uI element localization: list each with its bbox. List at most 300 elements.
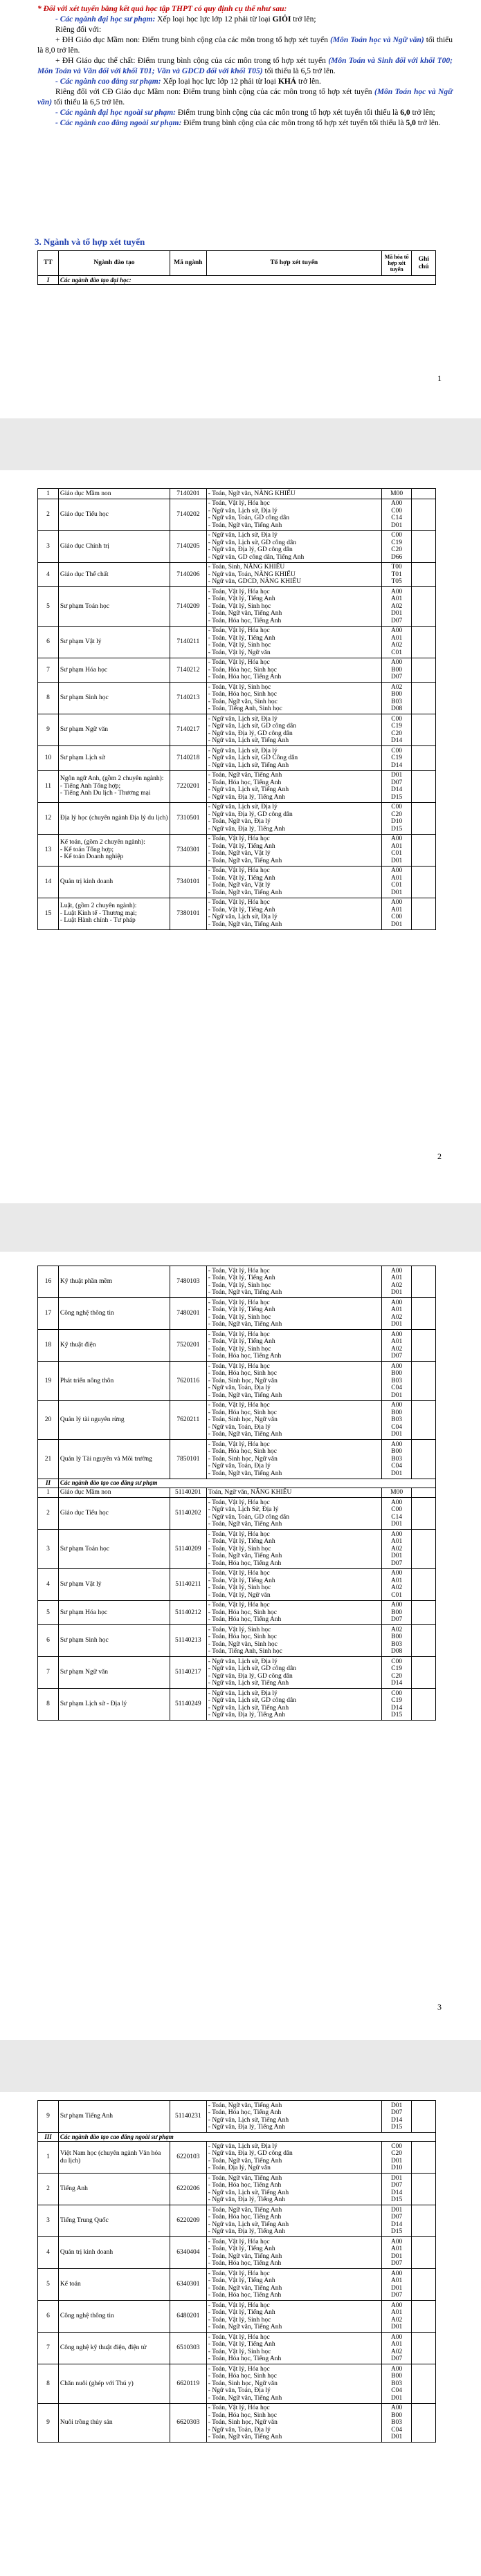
major-name: Công nghệ thông tin [58,2301,170,2333]
note-text: + ĐH Giáo dục Mầm non: Điểm trung bình cộng của các môn trong tổ hợp xét tuyển [55,36,331,44]
major-code: 51140231 [170,2101,206,2133]
major-name: Công nghệ thông tin [58,1298,170,1330]
table-row [38,1488,436,1498]
note-paragraph [37,108,453,118]
major-name: Giáo dục Tiểu học [58,499,170,530]
subject-combination: - Toán, Vật lý, Hóa học - Toán, Hóa học, Sinh học - Toán, Hóa học, Tiếng Anh [206,658,381,683]
row-number: 5 [38,587,59,627]
combination-code: A00 B00 D07 [381,658,412,683]
major-code: 7850101 [170,1440,206,1479]
note-cell [412,2174,436,2205]
note-paragraph [37,15,453,25]
subject-combination: - Toán, Ngữ văn, Tiếng Anh - Toán, Hóa học, Tiếng Anh - Ngữ văn, Lịch sử, Tiếng Anh - Ngữ văn, Địa lý, Tiếng Anh [206,770,381,802]
note-paragraph [37,77,453,87]
note-text: + ĐH Giáo dục thể chất: Điểm trung bình cộng của các môn trong tổ hợp xét tuyển [55,57,329,65]
major-name: Quản trị kinh doanh [58,866,170,898]
table-row [38,2174,436,2205]
subject-combination: - Ngữ văn, Lịch sử, Địa lý - Ngữ văn, Địa lý, GD công dân - Toán, Ngữ văn, Tiếng Anh - Toán, Địa lý, Ngữ văn [206,2142,381,2174]
table-row [38,770,436,802]
note-cell [412,2101,436,2133]
table-row [38,1600,436,1625]
combination-code: A00 B00 B03 C04 D01 [381,1400,412,1440]
group-number: I [38,276,59,285]
combination-code: A00 B00 D07 [381,1600,412,1625]
note-lead: - Các ngành đại học sư phạm: [55,15,156,24]
note-tail: trở lên. [415,119,441,127]
subject-combination: - Ngữ văn, Lịch sử, Địa lý - Ngữ văn, Lịch sử, GD công dân - Ngữ văn, Địa lý, GD công dân - Ngữ văn, Lịch sử, Tiếng Anh [206,1657,381,1689]
table-row [38,2333,436,2364]
major-code: 7140217 [170,714,206,746]
note-cell [412,2269,436,2301]
major-name: Tiếng Trung Quốc [58,2205,170,2237]
combination-code: A00 A01 A02 C01 [381,626,412,658]
note-cell [412,587,436,627]
note-text: Xếp loại học lực lớp 12 phải từ loại [161,77,278,86]
major-code: 6620303 [170,2403,206,2443]
note-cell [412,1440,436,1479]
row-number: 13 [38,834,59,866]
table-row [38,1440,436,1479]
major-name: Nuôi trồng thủy sản [58,2403,170,2443]
row-number: 8 [38,1689,59,1721]
subject-combination: - Toán, Vật lý, Hóa học - Ngữ văn, Lịch Sử, Địa lý - Ngữ văn, Toán, GD công dân - Toán, Ngữ văn, Tiếng Anh [206,1498,381,1530]
major-name: Sư phạm Lịch sử [58,746,170,771]
table-row [38,2142,436,2174]
note-cell [412,1568,436,1600]
row-number: 14 [38,866,59,898]
major-code: 51140211 [170,1568,206,1600]
table-row [38,834,436,866]
note-lead: - Các ngành cao đẳng sư phạm: [55,77,161,86]
combination-code: D01 D07 D14 D15 [381,2101,412,2133]
subject-combination: - Toán, Vật lý, Hóa học - Toán, Hóa học, Sinh học - Toán, Sinh học, Ngữ văn - Ngữ văn, Toán, Địa lý - Toán, Ngữ văn, Tiếng Anh [206,1440,381,1479]
col-to-hop: Tổ hợp xét tuyển [206,251,381,276]
note-paragraph [37,87,453,108]
note-cell [412,2237,436,2269]
major-code: 7620211 [170,1400,206,1440]
note-cell [412,1400,436,1440]
page-number: 1 [437,373,442,383]
row-number: 3 [38,2205,59,2237]
combination-code: A00 A01 A02 D01 D07 [381,1530,412,1569]
page-gap [0,2040,481,2092]
row-number: 4 [38,2237,59,2269]
table-row [38,626,436,658]
table-row [38,489,436,499]
subject-combination: - Ngữ văn, Lịch sử, Địa lý - Ngữ văn, Lịch sử, GD Công dân - Ngữ văn, Lịch sử, Tiếng Anh [206,746,381,771]
subject-combination: - Ngữ văn, Lịch sử, Địa lý - Ngữ văn, Lịch sử, GD công dân - Ngữ văn, Địa lý, GD công dân - Ngữ văn, GD công dân, Tiếng Anh [206,530,381,562]
table-row [38,2237,436,2269]
subject-combination: - Toán, Vật lý, Hóa học - Toán, Hóa học, Sinh học - Toán, Sinh học, Ngữ văn - Ngữ văn, Toán, Địa lý - Toán, Ngữ văn, Tiếng Anh [206,2403,381,2443]
major-code: 51140209 [170,1530,206,1569]
page-number: 2 [437,1151,442,1161]
major-name: Luật, (gồm 2 chuyên ngành): - Luật Kinh tế - Thương mại; - Luật Hành chính - Tư pháp [58,898,170,929]
note-cell [412,1657,436,1689]
note-cell [412,1266,436,1298]
combination-code: D01 D07 D14 D15 [381,2205,412,2237]
combination-code: C00 C20 D10 D15 [381,802,412,834]
note-cell [412,1362,436,1401]
table-row [38,562,436,587]
major-code: 6220209 [170,2205,206,2237]
subject-combination: - Toán, Vật lý, Hóa học - Ngữ văn, Lịch sử, Địa lý - Ngữ văn, Toán, GD công dân - Toán, Ngữ văn, Tiếng Anh [206,499,381,530]
note-lead: - Các ngành đại học ngoài sư phạm: [55,109,176,117]
subject-combination: - Toán, Vật lý, Hóa học - Toán, Vật lý, Tiếng Anh - Toán, Vật lý, Sinh học - Toán, Vật lý, Ngữ văn [206,1568,381,1600]
note-emphasis: 5,0 [406,119,416,127]
majors-table-header [37,250,436,285]
note-cell [412,530,436,562]
combination-code: D01 D07 D14 D15 [381,770,412,802]
note-tail: trở lên; [291,15,316,24]
major-code: 51140217 [170,1657,206,1689]
col-ma-hoa: Mã hóa tổ hợp xét tuyển [381,251,412,276]
table-row [38,898,436,929]
major-code: 7140201 [170,489,206,499]
row-number: 3 [38,530,59,562]
note-cell [412,746,436,771]
note-cell [412,2403,436,2443]
combination-code: A00 B00 B03 C04 D01 [381,1362,412,1401]
row-number: 8 [38,2364,59,2404]
subject-combination: - Toán, Vật lý, Hóa học - Toán, Vật lý, Tiếng Anh - Toán, Vật lý, Sinh học - Toán, Ngữ văn, Tiếng Anh [206,1266,381,1298]
combination-code: A00 A01 D01 D07 [381,2269,412,2301]
subject-combination: - Toán, Vật lý, Hóa học - Toán, Vật lý, Tiếng Anh - Toán, Vật lý, Sinh học - Toán, Ngữ văn, Tiếng Anh [206,2301,381,2333]
note-emphasis: GIỎI [272,15,291,24]
row-number: 20 [38,1400,59,1440]
major-code: 7140205 [170,530,206,562]
table-row [38,683,436,714]
subject-combination: - Toán, Vật lý, Hóa học - Toán, Hóa học, Sinh học - Toán, Hóa học, Tiếng Anh [206,1600,381,1625]
subject-combination: Toán, Ngữ văn, NĂNG KHIẾU [206,1488,381,1498]
major-name: Kế toán, (gồm 2 chuyên ngành): - Kế toán Tổng hợp; - Kế toán Doanh nghiệp [58,834,170,866]
table-row [38,1298,436,1330]
note-tail: trở lên; [410,109,435,117]
group-row [38,2133,436,2142]
note-cell [412,1298,436,1330]
row-number: 12 [38,802,59,834]
major-code: 7140202 [170,499,206,530]
row-number: 11 [38,770,59,802]
group-title: Các ngành đào tạo cao đẳng ngoài sư phạm [58,2133,435,2142]
major-name: Sư phạm Ngữ văn [58,714,170,746]
row-number: 5 [38,2269,59,2301]
subject-combination: - Toán, Vật lý, Hóa học - Toán, Hóa học, Sinh học - Toán, Sinh học, Ngữ văn - Ngữ văn, Toán, Địa lý - Toán, Ngữ văn, Tiếng Anh [206,1400,381,1440]
majors-table-p3 [37,1266,436,1721]
note-cell [412,1488,436,1498]
note-text: Riêng đối với: [55,26,102,34]
combination-code: D01 D07 D14 D15 [381,2174,412,2205]
subject-combination: - Toán, Vật lý, Hóa học - Toán, Hóa học, Sinh học - Toán, Sinh học, Ngữ văn - Ngữ văn, Toán, Địa lý - Toán, Ngữ văn, Tiếng Anh [206,1362,381,1401]
note-emphasis: (Môn Toán học và Ngữ văn) [37,88,453,106]
table-row [38,530,436,562]
combination-code: A00 A01 A02 C01 [381,1568,412,1600]
note-cell [412,802,436,834]
subject-combination: - Ngữ văn, Lịch sử, Địa lý - Ngữ văn, Lịch sử, GD công dân - Ngữ văn, Địa lý, GD công dân - Ngữ văn, Lịch sử, Tiếng Anh [206,714,381,746]
combination-code: C00 C19 D14 D15 [381,1689,412,1721]
table-row [38,1330,436,1362]
subject-combination: - Toán, Vật lý, Hóa học - Toán, Vật lý, Tiếng Anh - Toán, Ngữ văn, Tiếng Anh - Toán, Hóa học, Tiếng Anh [206,2237,381,2269]
combination-code: A00 A01 A02 D07 [381,2333,412,2364]
subject-combination: - Toán, Vật lý, Hóa học - Toán, Vật lý, Tiếng Anh - Toán, Vật lý, Sinh học - Toán, Hóa học, Tiếng Anh [206,2333,381,2364]
table-row [38,1530,436,1569]
major-code: 51140213 [170,1625,206,1657]
major-name: Sư phạm Sinh học [58,683,170,714]
major-name: Quản trị kinh doanh [58,2237,170,2269]
major-code: 6510303 [170,2333,206,2364]
major-code: 51140201 [170,1488,206,1498]
table-row [38,1625,436,1657]
combination-code: A02 B00 B03 D08 [381,1625,412,1657]
note-emphasis: 6,0 [400,109,410,117]
combination-code: A00 B00 B03 C04 D01 [381,2364,412,2404]
subject-combination: - Toán, Vật lý, Hóa học - Toán, Vật lý, Tiếng Anh - Toán, Ngữ văn, Tiếng Anh - Toán, Hóa học, Tiếng Anh [206,2269,381,2301]
row-number: 7 [38,658,59,683]
combination-code: C00 C20 D01 D10 [381,2142,412,2174]
subject-combination: - Toán, Ngữ văn, Tiếng Anh - Toán, Hóa học, Tiếng Anh - Ngữ văn, Lịch sử, Tiếng Anh - Ngữ văn, Địa lý, Tiếng Anh [206,2205,381,2237]
note-cell [412,683,436,714]
major-name: Địa lý học (chuyên ngành Địa lý du lịch) [58,802,170,834]
row-number: 4 [38,562,59,587]
note-text: Riêng đối với CĐ Giáo dục Mầm non: Điểm trung bình cộng của các môn trong tổ hợp xét tuyển [55,88,374,96]
major-code: 51140202 [170,1498,206,1530]
combination-code: A00 A01 C01 D01 [381,834,412,866]
table-row [38,1266,436,1298]
note-cell [412,866,436,898]
major-name: Sư phạm Hóa học [58,1600,170,1625]
row-number: 9 [38,2101,59,2133]
subject-combination: - Toán, Ngữ văn, NĂNG KHIẾU [206,489,381,499]
table-row [38,2301,436,2333]
document-page-1 [0,0,481,418]
major-code: 7620116 [170,1362,206,1401]
combination-code: A00 A01 A02 D01 [381,1266,412,1298]
major-code: 7140218 [170,746,206,771]
note-cell [412,2333,436,2364]
major-code: 7140212 [170,658,206,683]
note-cell [412,770,436,802]
major-name: Giáo dục Mầm non [58,1488,170,1498]
row-number: 1 [38,2142,59,2174]
note-cell [412,834,436,866]
subject-combination: - Toán, Vật lý, Sinh học - Toán, Hóa học, Sinh học - Toán, Ngữ văn, Sinh học - Toán, Tiếng Anh, Sinh học [206,1625,381,1657]
combination-code: C00 C19 C20 D66 [381,530,412,562]
note-cell [412,714,436,746]
major-name: Sư phạm Lịch sử - Địa lý [58,1689,170,1721]
note-cell [412,1689,436,1721]
row-number: 18 [38,1330,59,1362]
major-code: 6340301 [170,2269,206,2301]
note-cell [412,1498,436,1530]
row-number: 17 [38,1298,59,1330]
group-title: Các ngành đào tạo đại học: [58,276,435,285]
page-gap [0,418,481,470]
col-ghi-chu: Ghi chú [412,251,436,276]
major-name: Giáo dục Mầm non [58,489,170,499]
major-name: Giáo dục Chính trị [58,530,170,562]
subject-combination: - Ngữ văn, Lịch sử, Địa lý - Ngữ văn, Địa lý, GD công dân - Toán, Ngữ văn, Địa lý - Ngữ văn, Địa lý, Tiếng Anh [206,802,381,834]
row-number: 9 [38,2403,59,2443]
major-code: 51140249 [170,1689,206,1721]
major-name: Sư phạm Vật lý [58,626,170,658]
row-number: 7 [38,1657,59,1689]
major-name: Ngôn ngữ Anh, (gồm 2 chuyên ngành): - Tiếng Anh Tổng hợp; - Tiếng Anh Du lịch - Thương mại [58,770,170,802]
subject-combination: - Toán, Vật lý, Hóa học - Toán, Vật lý, Tiếng Anh - Toán, Vật lý, Sinh học - Toán, Ngữ văn, Tiếng Anh - Toán, Hóa học, Tiếng Anh [206,587,381,627]
note-emphasis: (Môn Toán học và Ngữ văn) [330,36,424,44]
row-number: 15 [38,898,59,929]
row-number: 6 [38,1625,59,1657]
row-number: 19 [38,1362,59,1401]
table-row [38,714,436,746]
note-cell [412,2364,436,2404]
major-name: Quản lý Tài nguyên và Môi trường [58,1440,170,1479]
subject-combination: - Toán, Vật lý, Hóa học - Toán, Vật lý, Tiếng Anh - Toán, Vật lý, Sinh học - Toán, Ngữ văn, Tiếng Anh - Toán, Hóa học, Tiếng Anh [206,1530,381,1569]
subject-combination: - Toán, Ngữ văn, Tiếng Anh - Toán, Hóa học, Tiếng Anh - Ngữ văn, Lịch sử, Tiếng Anh - Ngữ văn, Địa lý, Tiếng Anh [206,2174,381,2205]
table-row [38,499,436,530]
note-cell [412,1625,436,1657]
row-number: 6 [38,2301,59,2333]
major-name: Sư phạm Toán học [58,587,170,627]
combination-code: A00 A01 C01 D01 [381,866,412,898]
note-text: Xếp loại học lực lớp 12 phải từ loại [155,15,273,24]
combination-code: M00 [381,1488,412,1498]
row-number: 16 [38,1266,59,1298]
row-number: 7 [38,2333,59,2364]
table-row [38,866,436,898]
row-number: 9 [38,714,59,746]
note-cell [412,898,436,929]
note-paragraph [37,56,453,77]
page-number: 3 [437,2002,442,2012]
table-row [38,1657,436,1689]
note-cell [412,626,436,658]
combination-code: C00 C19 C20 D14 [381,714,412,746]
note-cell [412,2301,436,2333]
note-tail: trở lên. [296,77,321,86]
major-code: 51140212 [170,1600,206,1625]
document-page-4 [0,2092,481,2576]
major-name: Sư phạm Vật lý [58,1568,170,1600]
note-cell [412,499,436,530]
table-row [38,802,436,834]
major-code: 7480103 [170,1266,206,1298]
note-cell [412,658,436,683]
table-row [38,2403,436,2443]
majors-table-p4 [37,2100,436,2443]
subject-combination: - Toán, Vật lý, Hóa học - Toán, Vật lý, Tiếng Anh - Toán, Vật lý, Sinh học - Toán, Vật lý, Ngữ văn [206,626,381,658]
major-name: Tiếng Anh [58,2174,170,2205]
major-name: Sư phạm Toán học [58,1530,170,1569]
major-code: 7340301 [170,834,206,866]
major-code: 7480201 [170,1298,206,1330]
table-row [38,1568,436,1600]
note-paragraph [37,35,453,56]
subject-combination: - Toán, Vật lý, Hóa học - Toán, Vật lý, Tiếng Anh - Ngữ văn, Lịch sử, Địa lý - Toán, Ngữ văn, Tiếng Anh [206,898,381,929]
group-number: III [38,2133,59,2142]
subject-combination: - Toán, Vật lý, Hóa học - Toán, Vật lý, Tiếng Anh - Toán, Ngữ văn, Vật lý - Toán, Ngữ văn, Tiếng Anh [206,834,381,866]
row-number: 1 [38,1488,59,1498]
notes-heading: * Đối với xét tuyển bằng kết quả học tập THPT có quy định cụ thể như sau: [37,5,287,13]
note-cell [412,1530,436,1569]
major-name: Sư phạm Hóa học [58,658,170,683]
table-row [38,658,436,683]
major-code: 7140211 [170,626,206,658]
combination-code: A00 B00 B03 C04 D01 [381,1440,412,1479]
table-row [38,2205,436,2237]
major-name: Kỹ thuật phần mềm [58,1266,170,1298]
major-code: 7520201 [170,1330,206,1362]
row-number: 3 [38,1530,59,1569]
major-name: Việt Nam học (chuyên ngành Văn hóa du lịch) [58,2142,170,2174]
subject-combination: - Ngữ văn, Lịch sử, Địa lý - Ngữ văn, Lịch sử, GD công dân - Ngữ văn, Lịch sử, Tiếng Anh - Ngữ văn, Địa lý, Tiếng Anh [206,1689,381,1721]
major-name: Giáo dục Thể chất [58,562,170,587]
combination-code: A00 A01 A02 D01 [381,2301,412,2333]
col-ma-nganh: Mã ngành [170,251,206,276]
row-number: 21 [38,1440,59,1479]
major-name: Sư phạm Tiếng Anh [58,2101,170,2133]
row-number: 1 [38,489,59,499]
note-text: Điểm trung bình cộng của các môn trong tổ hợp xét tuyển tối thiểu là [181,119,406,127]
major-code: 6620119 [170,2364,206,2404]
subject-combination: - Toán, Ngữ văn, Tiếng Anh - Toán, Hóa học, Tiếng Anh - Ngữ văn, Lịch sử, Tiếng Anh - Ngữ văn, Địa lý, Tiếng Anh [206,2101,381,2133]
row-number: 2 [38,2174,59,2205]
note-cell [412,1330,436,1362]
subject-combination: - Toán, Vật lý, Sinh học - Toán, Hóa học, Sinh học - Toán, Ngữ văn, Sinh học - Toán, Tiếng Anh, Sinh học [206,683,381,714]
major-name: Phát triển nông thôn [58,1362,170,1401]
combination-code: C00 C19 D14 [381,746,412,771]
note-text: Điểm trung bình cộng của các môn trong tổ hợp xét tuyển tối thiểu là [176,109,401,117]
note-paragraph [37,118,453,129]
row-number: 4 [38,1568,59,1600]
subject-combination: - Toán, Sinh, NĂNG KHIẾU - Ngữ văn, Toán, NĂNG KHIẾU - Ngữ văn, GDCD, NĂNG KHIẾU [206,562,381,587]
table-row [38,2269,436,2301]
table-row [38,1689,436,1721]
combination-code: C00 C19 C20 D14 [381,1657,412,1689]
major-code: 6220206 [170,2174,206,2205]
major-code: 6480201 [170,2301,206,2333]
note-cell [412,2142,436,2174]
note-tail: tối thiểu là 6,5 trở lên. [262,67,336,75]
combination-code: A00 A01 D01 D07 [381,2237,412,2269]
note-lead: - Các ngành cao đẳng ngoài sư phạm: [55,119,182,127]
col-tt: TT [38,251,59,276]
combination-code: A00 B00 B03 C04 D01 [381,2403,412,2443]
row-number: 5 [38,1600,59,1625]
table-row [38,2364,436,2404]
combination-code: A02 B00 B03 D08 [381,683,412,714]
document-page-2 [0,470,481,1203]
subject-combination: - Toán, Vật lý, Hóa học - Toán, Vật lý, Tiếng Anh - Toán, Vật lý, Sinh học - Toán, Hóa học, Tiếng Anh [206,1330,381,1362]
major-name: Kế toán [58,2269,170,2301]
page-gap [0,1203,481,1252]
table-row [38,1400,436,1440]
note-tail: tối thiểu là 8,0 trở lên. [37,36,453,55]
major-code: 7340101 [170,866,206,898]
note-paragraph [37,25,453,35]
combination-code: A00 C00 C14 D01 [381,1498,412,1530]
major-code: 7310501 [170,802,206,834]
subject-combination: - Toán, Vật lý, Hóa học - Toán, Hóa học, Sinh học - Toán, Sinh học, Ngữ văn - Ngữ văn, Toán, Địa lý - Toán, Ngữ văn, Tiếng Anh [206,2364,381,2404]
row-number: 2 [38,1498,59,1530]
row-number: 2 [38,499,59,530]
major-name: Giáo dục Tiểu học [58,1498,170,1530]
note-emphasis: (Môn Toán và Sinh đối với khối T00; Môn Toán và Văn đối với khối T01; Văn và GDCD đối với khối T05) [37,57,453,75]
note-tail: tối thiểu là 6,5 trở lên. [52,98,125,106]
major-code: 7140209 [170,587,206,627]
note-cell [412,562,436,587]
document-page-3 [0,1252,481,2040]
table-row [38,1362,436,1401]
major-code: 7220201 [170,770,206,802]
